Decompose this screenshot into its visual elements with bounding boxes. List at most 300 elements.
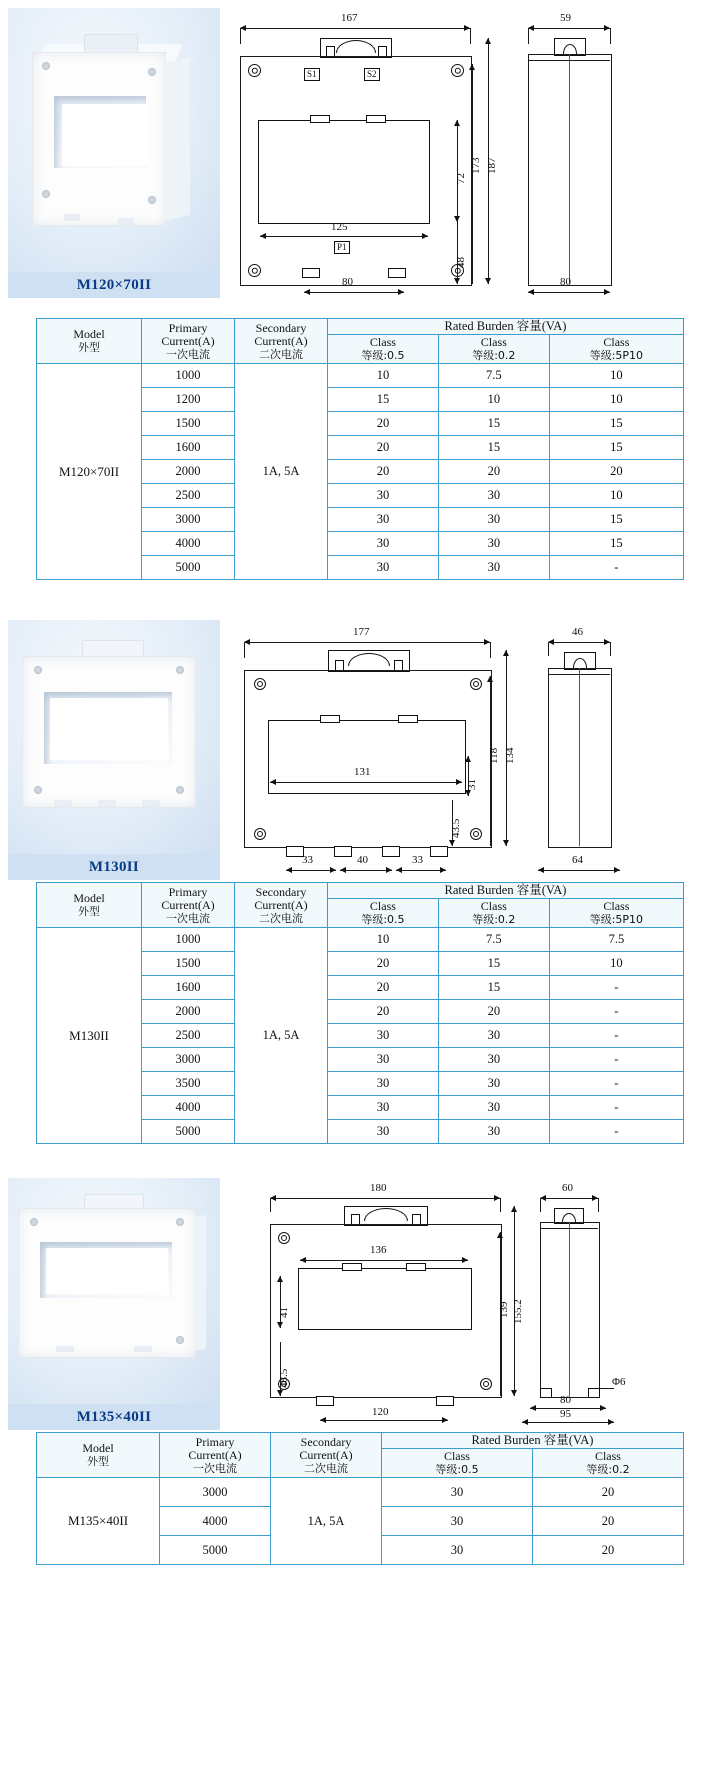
table-head — [37, 883, 684, 928]
arrow-down-43-5 — [449, 840, 455, 846]
drawing-front-m120x70ii — [236, 6, 498, 298]
terminal-label-s2: S2 — [364, 68, 380, 81]
dimline-width-167 — [240, 28, 470, 29]
table-head — [37, 319, 684, 364]
cell-class05: 30 — [328, 1072, 439, 1096]
window-notch-right — [406, 1263, 426, 1271]
ct-foot-right — [118, 218, 134, 225]
cell-class5p10: 15 — [549, 532, 683, 556]
cell-class5p10: - — [549, 1048, 683, 1072]
dimline-80 — [304, 292, 404, 293]
extline-right-177 — [490, 642, 491, 658]
cell-class5p10: - — [549, 556, 683, 580]
dim-label-180: 180 — [370, 1182, 387, 1194]
arrow-right-131 — [456, 779, 462, 785]
dim-label-side-80: 80 — [560, 276, 571, 288]
table-head — [37, 1433, 684, 1478]
dimline-33b — [396, 870, 446, 871]
window-notch-left — [320, 715, 340, 723]
ct-foot-left — [64, 214, 80, 221]
mount-hole-topleft — [278, 1232, 290, 1244]
drawing-side-m130ii — [530, 618, 710, 880]
table-body — [37, 1478, 684, 1565]
ct-screw-bottomright — [176, 1336, 184, 1344]
header-class-5p10: Class 等级:5P10 — [549, 899, 683, 928]
cell-primary: 5000 — [160, 1536, 271, 1565]
window-notch-left — [310, 115, 330, 123]
product-photo-m135x40ii — [8, 1178, 220, 1430]
arrow-right-95 — [608, 1419, 614, 1425]
header-secondary-current: Secondary Current(A) 二次电流 — [235, 883, 328, 928]
header-model: Model 外型 — [37, 1433, 160, 1478]
foot-right — [436, 1396, 454, 1406]
cell-secondary: 1A, 5A — [235, 928, 328, 1144]
cell-primary: 3000 — [142, 508, 235, 532]
arrow-up-134 — [503, 650, 509, 656]
cell-primary: 4000 — [142, 532, 235, 556]
cell-primary: 1200 — [142, 388, 235, 412]
dim-label-60: 60 — [562, 1182, 573, 1194]
arrow-left-125 — [260, 233, 266, 239]
cell-class02: 15 — [438, 976, 549, 1000]
cell-class02: 15 — [438, 952, 549, 976]
foot-left — [316, 1396, 334, 1406]
cell-primary: 1600 — [142, 436, 235, 460]
cell-class02: 30 — [438, 508, 549, 532]
extline-right-59 — [610, 28, 611, 44]
cell-class05: 20 — [328, 436, 439, 460]
cell-model: M135×40II — [37, 1478, 160, 1565]
cell-class5p10: 10 — [549, 388, 683, 412]
mount-hole-bottomright — [480, 1378, 492, 1390]
arrow-left-95 — [522, 1419, 528, 1425]
arrow-right-side80 — [604, 289, 610, 295]
dim-label-41: 41 — [278, 1307, 290, 1318]
arrow-down-48 — [454, 278, 460, 284]
ct-screw-topright — [176, 1218, 184, 1226]
arrow-left-33a — [286, 867, 292, 873]
ct-screw-bottomright — [176, 786, 184, 794]
cell-primary: 2000 — [142, 1000, 235, 1024]
dim-label-131: 131 — [354, 766, 371, 778]
header-class-05: Class 等级:0.5 — [328, 335, 439, 364]
side-shoulder — [540, 1228, 598, 1229]
arrow-left-120 — [320, 1417, 326, 1423]
drawing-side-m120x70ii — [520, 6, 710, 298]
extline-right-180 — [500, 1198, 501, 1212]
cell-primary: 3000 — [142, 1048, 235, 1072]
terminal-label-p1: P1 — [334, 241, 350, 254]
cell-class05: 30 — [328, 532, 439, 556]
cell-primary: 1000 — [142, 928, 235, 952]
dim-label-118: 118 — [488, 747, 500, 764]
arrow-left-side80 — [530, 1405, 536, 1411]
mount-hole-topleft — [248, 64, 261, 77]
window-notch-right — [398, 715, 418, 723]
ct-screw-topright — [148, 68, 156, 76]
dimline-125 — [260, 236, 428, 237]
dimline-48 — [457, 222, 458, 284]
dim-label-120: 120 — [372, 1406, 389, 1418]
arrow-up-41 — [277, 1276, 283, 1282]
dimline-width-177 — [244, 642, 490, 643]
cell-class05: 30 — [382, 1507, 533, 1536]
extline-left-59 — [528, 28, 529, 44]
arrow-down-134 — [503, 840, 509, 846]
cell-class5p10: 15 — [549, 508, 683, 532]
cell-class5p10: 10 — [549, 484, 683, 508]
arrow-left-80 — [304, 289, 310, 295]
cell-class5p10: 10 — [549, 364, 683, 388]
cell-class02: 20 — [532, 1536, 683, 1565]
dim-label-72: 72 — [455, 173, 467, 184]
header-class-05: Class 等级:0.5 — [328, 899, 439, 928]
ct-screw-topleft — [30, 1218, 38, 1226]
cell-class05: 30 — [382, 1536, 533, 1565]
cell-primary: 1500 — [142, 412, 235, 436]
dim-label-173: 173 — [470, 157, 482, 174]
extline-left-167 — [240, 28, 241, 44]
header-rated-burden: Rated Burden 容量(VA) — [328, 319, 684, 335]
cell-class05: 20 — [328, 460, 439, 484]
dim-label-side-80: 80 — [560, 1394, 571, 1406]
spec-table-m120x70ii — [36, 318, 684, 580]
side-shoulder — [528, 60, 610, 61]
arrow-left-64 — [538, 867, 544, 873]
cell-class02: 15 — [438, 436, 549, 460]
cell-class05: 30 — [328, 1120, 439, 1144]
arrow-up-173 — [469, 64, 475, 70]
ct-illustration — [14, 1194, 208, 1370]
header-secondary-current: Secondary Current(A) 二次电流 — [235, 319, 328, 364]
header-class-02: Class 等级:0.2 — [438, 335, 549, 364]
window-outline — [258, 120, 430, 224]
ct-screw-topleft — [42, 62, 50, 70]
ct-foot-2 — [134, 1346, 152, 1352]
header-class-5p10: Class 等级:5P10 — [549, 335, 683, 364]
cell-class5p10: 10 — [549, 952, 683, 976]
dimline-46 — [548, 642, 610, 643]
window-outline — [298, 1268, 472, 1330]
foot-4 — [430, 846, 448, 857]
dim-label-177: 177 — [353, 626, 370, 638]
ct-foot-2 — [98, 800, 116, 807]
dim-label-136: 136 — [370, 1244, 387, 1256]
extline-right-60 — [598, 1198, 599, 1212]
cell-class5p10: 15 — [549, 412, 683, 436]
table-row — [37, 1478, 684, 1507]
cell-primary: 3000 — [160, 1478, 271, 1507]
cell-class5p10: 15 — [549, 436, 683, 460]
dimline-136 — [300, 1260, 468, 1261]
cell-class02: 30 — [438, 1024, 549, 1048]
dim-label-phi6: Φ6 — [612, 1376, 626, 1388]
arrow-right-side80 — [600, 1405, 606, 1411]
product-caption: M120×70II — [76, 277, 152, 293]
cell-class5p10: - — [549, 1024, 683, 1048]
foot-left — [302, 268, 320, 278]
cell-primary: 4000 — [142, 1096, 235, 1120]
ct-side-face — [164, 57, 190, 221]
cell-class05: 30 — [328, 1096, 439, 1120]
foot-2 — [334, 846, 352, 857]
dimline-120 — [320, 1420, 448, 1421]
side-centerline — [569, 1222, 570, 1396]
arrow-down-41 — [277, 1322, 283, 1328]
dim-label-134: 134 — [504, 747, 516, 764]
cell-primary: 2500 — [142, 484, 235, 508]
dim-label-48-5: 48.5 — [278, 1368, 290, 1388]
ct-foot-3 — [142, 800, 160, 807]
header-primary-current: Primary Current(A) 一次电流 — [142, 319, 235, 364]
arrow-right-80 — [398, 289, 404, 295]
dimline-173 — [472, 64, 473, 284]
dimline-131 — [270, 782, 462, 783]
cell-primary: 1600 — [142, 976, 235, 1000]
drawing-side-m135x40ii — [516, 1176, 712, 1430]
dim-label-167: 167 — [341, 12, 358, 24]
cell-class02: 30 — [438, 532, 549, 556]
dim-label-155-2: 155.2 — [512, 1299, 524, 1324]
arrow-left-side80 — [528, 289, 534, 295]
dimline-95 — [522, 1422, 614, 1423]
dim-label-187: 187 — [486, 157, 498, 174]
mount-hole-bottomleft — [254, 828, 266, 840]
cell-class02: 30 — [438, 1072, 549, 1096]
cell-primary: 1000 — [142, 364, 235, 388]
mount-hole-topright — [451, 64, 464, 77]
cell-class02: 30 — [438, 556, 549, 580]
foot-right — [388, 268, 406, 278]
header-rated-burden: Rated Burden 容量(VA) — [382, 1433, 684, 1449]
arrow-up-72 — [454, 120, 460, 126]
cell-secondary: 1A, 5A — [235, 364, 328, 580]
side-foot-right — [588, 1388, 600, 1398]
arrow-right-136 — [462, 1257, 468, 1263]
cell-class5p10: 20 — [549, 460, 683, 484]
foot-3 — [382, 846, 400, 857]
ct-side-face — [194, 1215, 206, 1352]
arrow-right-64 — [614, 867, 620, 873]
cell-class02: 20 — [438, 460, 549, 484]
cell-class02: 20 — [532, 1478, 683, 1507]
arrow-left-136 — [300, 1257, 306, 1263]
leader-phi6 — [598, 1388, 614, 1389]
cell-class5p10: - — [549, 976, 683, 1000]
arrow-right-40 — [386, 867, 392, 873]
cell-class05: 30 — [328, 556, 439, 580]
header-class-02: Class 等级:0.2 — [532, 1449, 683, 1478]
dim-label-59: 59 — [560, 12, 571, 24]
mount-hole-topright — [470, 678, 482, 690]
arrow-down-187 — [485, 278, 491, 284]
dimline-60 — [540, 1198, 598, 1199]
table-row — [37, 928, 684, 952]
dim-label-139: 139 — [498, 1301, 510, 1318]
cell-class05: 15 — [328, 388, 439, 412]
cell-class05: 20 — [328, 412, 439, 436]
header-row-top — [37, 1433, 684, 1449]
spec-table-m130ii — [36, 882, 684, 1144]
cell-primary: 1500 — [142, 952, 235, 976]
dim-label-33b: 33 — [412, 854, 423, 866]
header-row-top — [37, 883, 684, 899]
cell-class05: 30 — [328, 1048, 439, 1072]
extline-left-177 — [244, 642, 245, 658]
ct-screw-bottomleft — [42, 190, 50, 198]
drawing-front-m130ii — [240, 618, 516, 880]
cell-primary: 5000 — [142, 556, 235, 580]
arrow-right-33b — [440, 867, 446, 873]
dimline-40 — [340, 870, 392, 871]
dim-label-48: 48 — [455, 257, 467, 268]
product-photo-m130ii — [8, 620, 220, 880]
header-row-top — [37, 319, 684, 335]
product-photo-m120x70ii — [8, 8, 220, 298]
dimline-side-80 — [528, 292, 610, 293]
table-body — [37, 928, 684, 1144]
cell-class02: 15 — [438, 412, 549, 436]
mount-hole-topleft — [254, 678, 266, 690]
ct-window-hole — [50, 698, 168, 760]
cell-primary: 2000 — [142, 460, 235, 484]
arrow-left-33b — [396, 867, 402, 873]
product-caption: M135×40II — [76, 1409, 152, 1425]
cell-class02: 30 — [438, 1096, 549, 1120]
cell-class05: 30 — [328, 508, 439, 532]
dimline-72 — [457, 120, 458, 222]
header-class-05: Class 等级:0.5 — [382, 1449, 533, 1478]
cell-class5p10: 7.5 — [549, 928, 683, 952]
mount-hole-bottomright — [470, 828, 482, 840]
cell-class05: 10 — [328, 928, 439, 952]
dimline-width-180 — [270, 1198, 500, 1199]
side-centerline — [579, 668, 580, 846]
arrow-up-187 — [485, 38, 491, 44]
extline-left-60 — [540, 1198, 541, 1212]
header-primary-current: Primary Current(A) 一次电流 — [142, 883, 235, 928]
ct-window-hole — [62, 104, 146, 166]
extline-right-46 — [610, 642, 611, 656]
ct-screw-bottomleft — [34, 786, 42, 794]
cell-primary: 5000 — [142, 1120, 235, 1144]
arrow-up-31 — [465, 756, 471, 762]
dim-label-46: 46 — [572, 626, 583, 638]
cell-model: M120×70II — [37, 364, 142, 580]
header-rated-burden: Rated Burden 容量(VA) — [328, 883, 684, 899]
header-model: Model 外型 — [37, 319, 142, 364]
arrow-down-48-5 — [277, 1390, 283, 1396]
side-body — [548, 668, 612, 848]
cell-class02: 20 — [532, 1507, 683, 1536]
side-foot-left — [540, 1388, 552, 1398]
cell-class5p10: - — [549, 1096, 683, 1120]
header-model: Model 外型 — [37, 883, 142, 928]
terminal-label-s1: S1 — [304, 68, 320, 81]
dimline-33a — [286, 870, 336, 871]
drawing-front-m135x40ii — [258, 1176, 524, 1430]
dim-label-125: 125 — [331, 221, 348, 233]
header-secondary-current: Secondary Current(A) 二次电流 — [271, 1433, 382, 1478]
ct-screw-topright — [176, 666, 184, 674]
cell-class5p10: - — [549, 1120, 683, 1144]
cell-class05: 30 — [328, 484, 439, 508]
ct-illustration — [22, 34, 197, 239]
cell-class02: 10 — [438, 388, 549, 412]
ct-foot-1 — [54, 800, 72, 807]
dim-label-33a: 33 — [302, 854, 313, 866]
mount-hole-bottomleft — [248, 264, 261, 277]
arrow-right-33a — [330, 867, 336, 873]
header-class-02: Class 等级:0.2 — [438, 899, 549, 928]
table-body — [37, 364, 684, 580]
cell-primary: 4000 — [160, 1507, 271, 1536]
arrow-up-139 — [497, 1232, 503, 1238]
cell-primary: 2500 — [142, 1024, 235, 1048]
arrow-right-120 — [442, 1417, 448, 1423]
side-shoulder — [548, 674, 610, 675]
cell-class05: 30 — [382, 1478, 533, 1507]
side-centerline — [569, 54, 570, 284]
ct-illustration — [16, 640, 206, 820]
window-notch-left — [342, 1263, 362, 1271]
arrow-right-125 — [422, 233, 428, 239]
side-body — [540, 1222, 600, 1398]
table-row — [37, 364, 684, 388]
cell-class05: 20 — [328, 1000, 439, 1024]
cell-class05: 20 — [328, 952, 439, 976]
ct-window-hole — [46, 1248, 168, 1294]
ct-screw-bottomright — [148, 196, 156, 204]
header-primary-current: Primary Current(A) 一次电流 — [160, 1433, 271, 1478]
dim-label-80: 80 — [342, 276, 353, 288]
ct-screw-topleft — [34, 666, 42, 674]
dim-label-31: 31 — [466, 779, 478, 790]
cell-class02: 30 — [438, 1048, 549, 1072]
dim-label-43-5: 43.5 — [450, 818, 462, 838]
cell-class5p10: - — [549, 1072, 683, 1096]
dim-label-95: 95 — [560, 1408, 571, 1420]
side-body — [528, 54, 612, 286]
cell-secondary: 1A, 5A — [271, 1478, 382, 1565]
cell-class05: 20 — [328, 976, 439, 1000]
cell-class05: 30 — [328, 1024, 439, 1048]
cell-class02: 30 — [438, 1120, 549, 1144]
arrow-down-31 — [465, 790, 471, 796]
cell-primary: 3500 — [142, 1072, 235, 1096]
cell-class02: 7.5 — [438, 928, 549, 952]
arrow-up-118 — [487, 676, 493, 682]
extline-left-46 — [548, 642, 549, 656]
dimline-64 — [538, 870, 620, 871]
arrow-left-40 — [340, 867, 346, 873]
dim-label-40: 40 — [357, 854, 368, 866]
cell-class02: 30 — [438, 484, 549, 508]
cell-class05: 10 — [328, 364, 439, 388]
window-notch-right — [366, 115, 386, 123]
cell-class02: 20 — [438, 1000, 549, 1024]
spec-table-m135x40ii — [36, 1432, 684, 1565]
dimline-41 — [280, 1276, 281, 1328]
extline-right-167 — [470, 28, 471, 44]
extline-left-180 — [270, 1198, 271, 1212]
cell-class5p10: - — [549, 1000, 683, 1024]
arrow-left-131 — [270, 779, 276, 785]
ct-foot-1 — [56, 1346, 74, 1352]
product-caption: M130II — [88, 859, 140, 875]
cell-class02: 7.5 — [438, 364, 549, 388]
dim-label-64: 64 — [572, 854, 583, 866]
